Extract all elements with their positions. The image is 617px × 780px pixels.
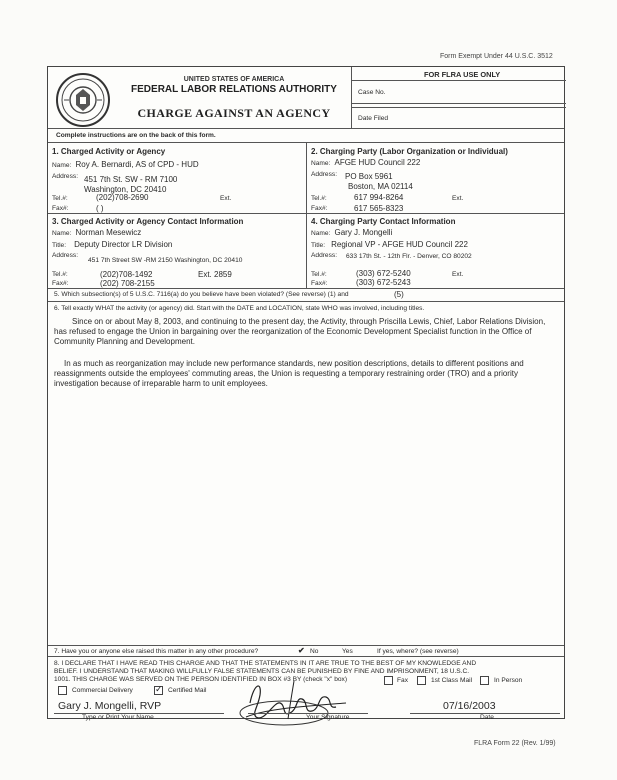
section5 [48, 289, 564, 302]
s4-ext-label: Ext. [452, 271, 464, 278]
case-no-label: Case No. [358, 89, 386, 96]
first-class-mail-label: 1st Class Mail [431, 677, 473, 684]
commercial-delivery-label: Commercial Delivery [72, 687, 133, 694]
certified-mail-checkbox[interactable] [154, 686, 163, 695]
agency-heading: FEDERAL LABOR RELATIONS AUTHORITY [131, 84, 337, 95]
country-heading: UNITED STATES OF AMERICA [183, 76, 285, 83]
s1-fax-label: Fax#: [52, 205, 69, 212]
s7-no-mark: ✔ [298, 646, 305, 655]
s3-name-label: Name: [52, 230, 72, 237]
s3-title-label: Title: [52, 242, 67, 249]
printed-name-label: Type or Print Your Name [82, 714, 154, 721]
s1-fax: ( ) [96, 204, 104, 213]
in-person-checkbox[interactable] [480, 676, 489, 685]
s1-address2: Washington, DC 20410 [84, 185, 167, 194]
s3-tel-label: Tel.#: [52, 271, 68, 278]
date-filed-label: Date Filed [358, 115, 389, 122]
s3-title: Deputy Director LR Division [74, 240, 173, 249]
s7-yes-label: Yes [342, 648, 353, 655]
section2-title: 2. Charging Party (Labor Organization or Individual) [311, 147, 508, 156]
s2-fax-label: Fax#: [311, 205, 328, 212]
s7-question: 7. Have you or anyone else raised this matter in any other procedure? [54, 648, 259, 655]
flra-seal-icon [56, 73, 110, 127]
handwritten-signature [236, 673, 366, 733]
s3-ext: Ext. 2859 [198, 270, 232, 279]
s2-name-label: Name: [311, 160, 331, 167]
s2-address2: Boston, MA 02114 [348, 182, 413, 191]
form-number: FLRA Form 22 (Rev. 1/99) [474, 740, 556, 747]
instructions-row [48, 129, 564, 143]
s4-name-label: Name: [311, 230, 331, 237]
s4-title-label: Title: [311, 242, 326, 249]
s1-name: Roy A. Bernardi, AS of CPD - HUD [75, 160, 199, 169]
s3-fax: (202) 708-2155 [100, 279, 155, 288]
s2-tel: 617 994-8264 [354, 193, 404, 202]
section3-title: 3. Charged Activity or Agency Contact Information [52, 217, 244, 226]
form-header [48, 67, 564, 129]
s5-answer: (5) [394, 290, 404, 299]
s2-name: AFGE HUD Council 222 [334, 158, 421, 167]
section4-title: 4. Charging Party Contact Information [311, 217, 456, 226]
in-person-label: In Person [494, 677, 523, 684]
first-class-mail-checkbox[interactable] [417, 676, 426, 685]
s3-tel: (202)708-1492 [100, 270, 153, 279]
s4-tel-label: Tel.#: [311, 271, 327, 278]
s4-address-label: Address: [311, 252, 338, 259]
s4-name: Gary J. Mongelli [334, 228, 393, 237]
signature-label: Your Signature [306, 714, 350, 721]
s6-question: 6. Tell exactly WHAT the activity (or agency) did. Start with the DATE and LOCATION, state WHO was involved, including titles. [54, 305, 425, 312]
s7-where-label: If yes, where? (see reverse) [377, 648, 459, 655]
s2-tel-label: Tel.#: [311, 195, 327, 202]
s2-address1: PO Box 5961 [345, 172, 393, 181]
s8-line3: 1001. THIS CHARGE WAS SERVED ON THE PERSON IDENTIFIED IN BOX #3 BY (check "x" box) [54, 676, 348, 683]
s1-tel: (202)708-2690 [96, 193, 149, 202]
fax-label: Fax [397, 677, 408, 684]
section7 [48, 645, 564, 657]
s4-address: 633 17th St. - 12th Flr. - Denver, CO 80202 [346, 253, 472, 260]
certified-mail-label: Certified Mail [168, 687, 207, 694]
s8-line1: 8. I DECLARE THAT I HAVE READ THIS CHARGE AND THAT THE STATEMENTS IN IT ARE TRUE TO THE BEST OF MY KNOWLEDGE AND [54, 660, 477, 667]
s7-no-label: No [310, 648, 319, 655]
s3-fax-label: Fax#: [52, 280, 69, 287]
s6-paragraph2: In as much as reorganization may include new performance standards, new position descriptions, details to different positions and reassignments outside the employees' commuting areas, the Union is requesting a temporary restraining order (TRO) and a priority investigation because of irreparable harm to unit employees. [54, 359, 524, 388]
s1-tel-label: Tel.#: [52, 195, 68, 202]
s1-name-label: Name: [52, 162, 72, 169]
sections-3-4 [48, 214, 564, 289]
charge-form [47, 66, 565, 719]
s1-ext-label: Ext. [220, 195, 232, 202]
fax-checkbox[interactable] [384, 676, 393, 685]
s3-address: 451 7th Street SW -RM 2150 Washington, DC 20410 [88, 257, 243, 264]
instructions-text: Complete instructions are on the back of this form. [56, 132, 216, 139]
s4-fax: (303) 672-5243 [356, 278, 411, 287]
section1-title: 1. Charged Activity or Agency [52, 147, 166, 156]
signature-date: 07/16/2003 [443, 700, 496, 712]
s4-fax-label: Fax#: [311, 280, 328, 287]
form-exemption-note: Form Exempt Under 44 U.S.C. 3512 [440, 53, 553, 60]
section6 [48, 302, 564, 648]
printed-name: Gary J. Mongelli, RVP [58, 700, 162, 712]
s4-tel: (303) 672-5240 [356, 269, 411, 278]
s2-ext-label: Ext. [452, 195, 464, 202]
s6-paragraph1: Since on or about May 8, 2003, and continuing to the present day, the Activity, through Priscilla Lewis, Chief, Labor Relations Division, has refused to engage the Union in bargaining over the reorganization of the Economic Development Specialist function in the Office of Community Planning and Development. [54, 317, 546, 346]
s1-address-label: Address: [52, 173, 79, 180]
s4-title: Regional VP - AFGE HUD Council 222 [331, 240, 468, 249]
s3-address-label: Address: [52, 252, 79, 259]
flra-use-only-label: FOR FLRA USE ONLY [424, 70, 501, 79]
s2-fax: 617 565-8323 [354, 204, 404, 213]
s1-address1: 451 7th St. SW - RM 7100 [84, 175, 178, 184]
sections-1-2 [48, 143, 564, 214]
commercial-delivery-checkbox[interactable] [58, 686, 67, 695]
s5-question: 5. Which subsection(s) of 5 U.S.C. 7116(a) do you believe have been violated? (See reverse) (1) and [54, 291, 349, 298]
s2-address-label: Address: [311, 171, 338, 178]
s3-name: Norman Mesewicz [75, 228, 142, 237]
s8-line2: BELIEF. I UNDERSTAND THAT MAKING WILLFULLY FALSE STATEMENTS CAN BE PUNISHED BY FINE AND IMPRISONMENT, 18 U.S.C. [54, 668, 470, 675]
form-title: CHARGE AGAINST AN AGENCY [137, 106, 331, 120]
date-label: Date [480, 714, 494, 721]
section8 [48, 657, 564, 720]
